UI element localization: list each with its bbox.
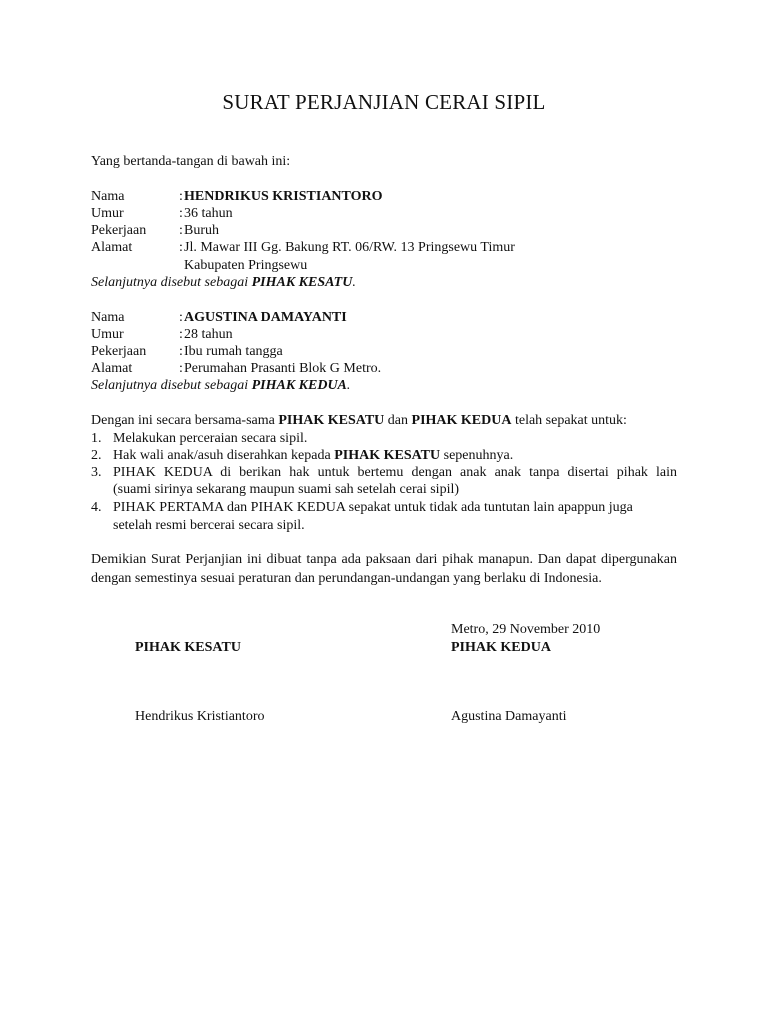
field-colon: : xyxy=(179,189,183,204)
list-text-line: PIHAK KEDUA di berikan hak untuk bertemu dengan anak anak tanpa disertai pihak lain xyxy=(113,465,677,480)
party1-reference xyxy=(91,274,356,291)
party2-address-value: Perumahan Prasanti Blok G Metro. xyxy=(184,361,382,376)
reference-name: PIHAK KEDUA xyxy=(251,378,347,393)
field-colon: : xyxy=(179,240,183,255)
reference-prefix: Selanjutnya disebut sebagai xyxy=(91,275,252,290)
list-text: Melakukan perceraian secara sipil. xyxy=(113,431,308,446)
reference-prefix: Selanjutnya disebut sebagai xyxy=(91,378,252,393)
party2-name-value: AGUSTINA DAMAYANTI xyxy=(184,310,347,325)
document-title: SURAT PERJANJIAN CERAI SIPIL xyxy=(222,90,546,114)
field-label: Umur xyxy=(91,206,124,221)
field-label: Alamat xyxy=(91,361,133,376)
party1-age-value: 36 tahun xyxy=(184,206,233,221)
field-label: Nama xyxy=(91,310,125,325)
list-number: 1. xyxy=(91,431,102,446)
field-label: Nama xyxy=(91,189,125,204)
party1-job-value: Buruh xyxy=(184,223,219,238)
field-label: Pekerjaan xyxy=(91,344,147,359)
agreement-statement xyxy=(91,412,627,429)
place-date: Metro, 29 November 2010 xyxy=(451,622,601,637)
party1-address-value: Jl. Mawar III Gg. Bakung RT. 06/RW. 13 Pringsewu Timur xyxy=(184,240,515,255)
agreement-text: Dengan ini secara bersama-sama xyxy=(91,413,279,428)
reference-suffix: . xyxy=(352,275,356,290)
list-text-line: PIHAK PERTAMA dan PIHAK KEDUA sepakat untuk tidak ada tuntutan lain apappun juga xyxy=(113,500,633,515)
agreement-text: dan xyxy=(384,413,412,428)
field-colon: : xyxy=(179,327,183,342)
list-number: 2. xyxy=(91,448,102,463)
agreement-party1: PIHAK KESATU xyxy=(278,413,385,428)
party2-job-value: Ibu rumah tangga xyxy=(184,344,283,359)
field-label: Alamat xyxy=(91,240,133,255)
field-colon: : xyxy=(179,206,183,221)
field-colon: : xyxy=(179,344,183,359)
list-text-bold: PIHAK KESATU xyxy=(334,448,441,463)
list-text xyxy=(113,447,677,464)
signature-name-right: Agustina Damayanti xyxy=(451,709,567,724)
closing-paragraph: Demikian Surat Perjanjian ini dibuat tanpa ada paksaan dari pihak manapun. Dan dapat dipergunakan dengan semestinya sesuai peraturan dan perundangan-undangan yang berlaku di Indonesia. xyxy=(91,552,677,586)
intro-text: Yang bertanda-tangan di bawah ini: xyxy=(91,154,291,169)
party2-reference xyxy=(91,377,350,394)
agreement-party2: PIHAK KEDUA xyxy=(411,413,512,428)
field-label: Pekerjaan xyxy=(91,223,147,238)
signature-title-right: PIHAK KEDUA xyxy=(451,640,551,655)
list-text-line: setelah resmi bercerai secara sipil. xyxy=(113,518,305,533)
field-colon: : xyxy=(179,310,183,325)
list-number: 4. xyxy=(91,500,102,515)
list-text-line: (suami sirinya sekarang maupun suami sah setelah cerai sipil) xyxy=(113,482,460,497)
list-number: 3. xyxy=(91,465,102,480)
list-text-part: Hak wali anak/asuh diserahkan kepada xyxy=(113,448,335,463)
field-label: Umur xyxy=(91,327,124,342)
list-text-part: sepenuhnya. xyxy=(440,448,514,463)
signature-name-left: Hendrikus Kristiantoro xyxy=(135,709,265,724)
signature-title-left: PIHAK KESATU xyxy=(135,640,241,655)
party1-address-continuation: Kabupaten Pringsewu xyxy=(184,258,308,273)
party2-age-value: 28 tahun xyxy=(184,327,233,342)
field-colon: : xyxy=(179,361,183,376)
reference-suffix: . xyxy=(346,378,351,393)
agreement-text: telah sepakat untuk: xyxy=(511,413,627,428)
reference-name: PIHAK KESATU xyxy=(251,275,353,290)
party1-name-value: HENDRIKUS KRISTIANTORO xyxy=(184,189,383,204)
field-colon: : xyxy=(179,223,183,238)
